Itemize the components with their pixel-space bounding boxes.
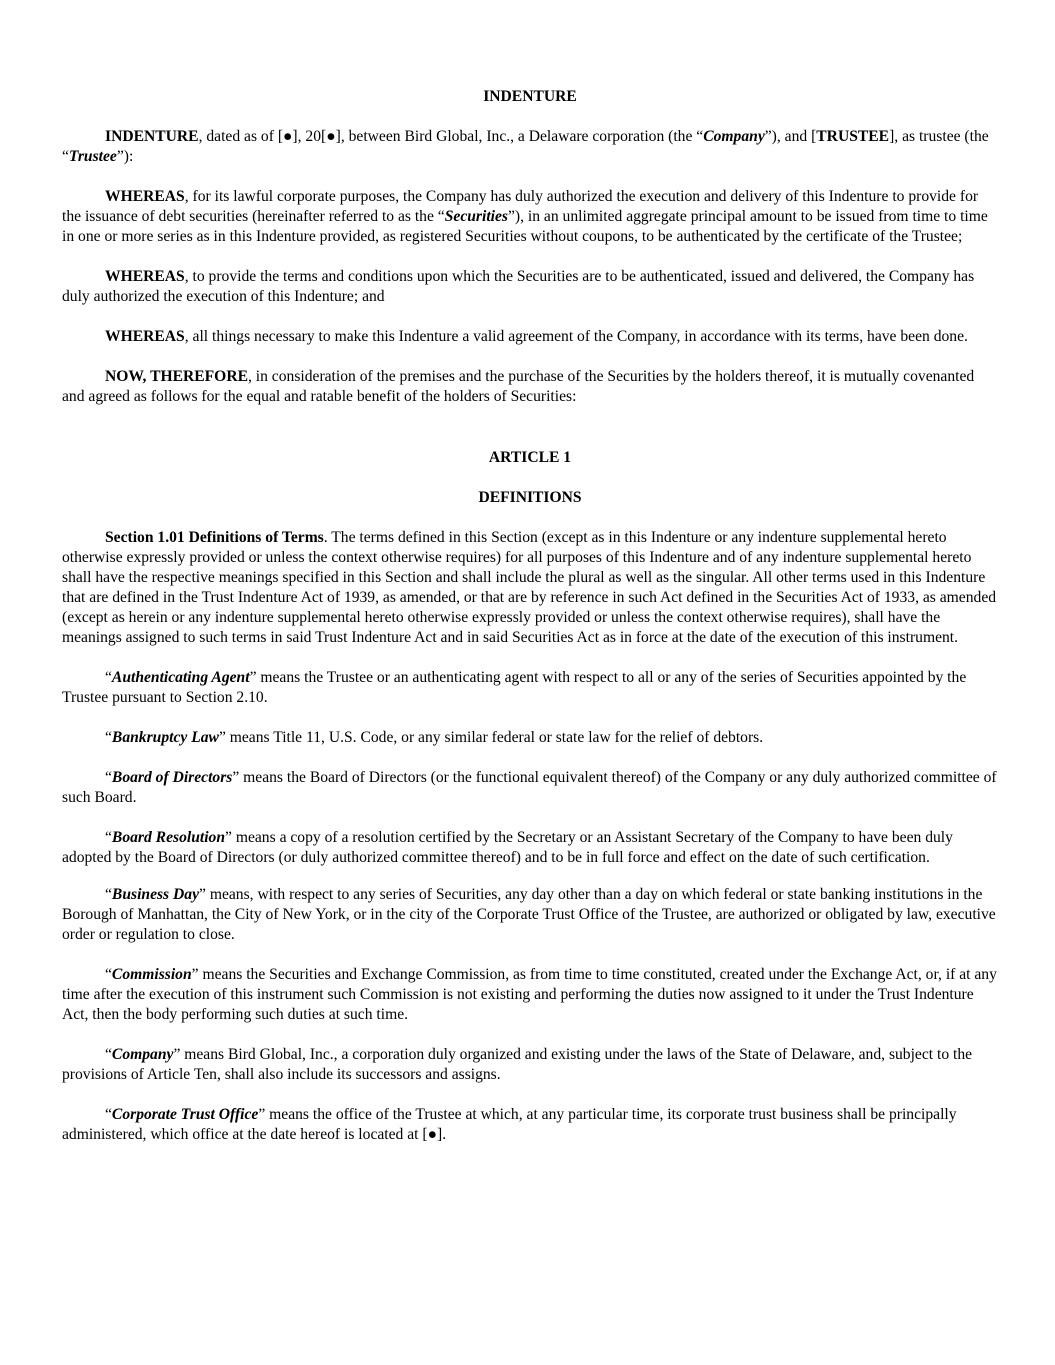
defined-term: Bankruptcy Law <box>111 729 219 746</box>
article-number: ARTICLE 1 <box>488 449 572 466</box>
whereas-paragraph-1: WHEREAS, for its lawful corporate purposes, the Company has duly authorized the execution and delivery of this Indenture to provide for the issuance of debt securities (hereinafter referred to as the “Securities”), in an unlimited aggregate principal amount to be issued from time to time in one or more series as in this Indenture provided, as registered Securities without coupons, to be authenticated by the certificate of the Trustee; <box>62 188 988 245</box>
definition-item: “Corporate Trust Office” means the office of the Trustee at which, at any particular time, its corporate trust business shall be principally administered, which office at the date hereof is located at [●]. <box>62 1106 957 1143</box>
defined-term-trustee: Trustee <box>68 148 117 165</box>
section-1-01-paragraph: Section 1.01 Definitions of Terms. The terms defined in this Section (except as in this Indenture or any indenture supplemental hereto otherwise expressly provided or unless the context otherwise requires) for all purposes of this Indenture and of any indenture supplemental hereto shall have the respective meanings specified in this Section and shall include the plural as well as the singular. All other terms used in this Indenture that are defined in the Trust Indenture Act of 1939, as amended, or that are by reference in such Act defined in the Securities Act of 1933, as amended (except as herein or any indenture supplemental hereto otherwise expressly provided or unless the context otherwise requires), shall have the meanings assigned to such terms in said Trust Indenture Act and in said Securities Act as in force at the date of the execution of this instrument. <box>62 529 997 646</box>
definition-item: “Business Day” means, with respect to any series of Securities, any day other than a day on which federal or state banking institutions in the Borough of Manhattan, the City of New York, or in the city of the Corporate Trust Office of the Trustee, are authorized or obligated by law, executive order or regulation to close. <box>62 886 996 943</box>
definitions-list <box>62 668 998 1145</box>
defined-term: Business Day <box>111 886 200 903</box>
definition-item: “Authenticating Agent” means the Trustee or an authenticating agent with respect to all or any of the series of Securities appointed by the Trustee pursuant to Section 2.10. <box>62 669 967 706</box>
defined-term: Authenticating Agent <box>111 669 250 686</box>
defined-term-company: Company <box>703 128 765 145</box>
document-title: INDENTURE <box>483 88 577 105</box>
defined-term: Board of Directors <box>111 769 233 786</box>
defined-term: Corporate Trust Office <box>111 1106 259 1123</box>
defined-term: Board Resolution <box>111 829 226 846</box>
whereas-paragraph-3: WHEREAS, all things necessary to make this Indenture a valid agreement of the Company, in accordance with its terms, have been done. <box>105 328 968 345</box>
now-therefore-paragraph: NOW, THEREFORE, in consideration of the premises and the purchase of the Securities by the holders thereof, it is mutually covenanted and agreed as follows for the equal and ratable benefit of the holders of Securities: <box>62 368 975 405</box>
definition-item: “Commission” means the Securities and Exchange Commission, as from time to time constituted, created under the Exchange Act, or, if at any time after the execution of this instrument such Commission is not existing and performing the duties now assigned to it under the Trust Indenture Act, then the body performing such duties at such time. <box>62 966 997 1023</box>
defined-term-securities: Securities <box>444 208 508 225</box>
section-heading: Section 1.01 Definitions of Terms <box>105 529 324 546</box>
definition-item: “Company” means Bird Global, Inc., a corporation duly organized and existing under the laws of the State of Delaware, and, subject to the provisions of Article Ten, shall also include its successors and assigns. <box>62 1046 973 1083</box>
article-title: DEFINITIONS <box>478 489 582 506</box>
trustee-placeholder: TRUSTEE <box>816 128 890 145</box>
definition-item: “Bankruptcy Law” means Title 11, U.S. Code, or any similar federal or state law for the relief of debtors. <box>105 729 764 746</box>
document-body <box>62 87 998 1145</box>
preamble-lead: INDENTURE <box>105 128 199 145</box>
defined-term: Commission <box>111 966 192 983</box>
definition-item: “Board of Directors” means the Board of Directors (or the functional equivalent thereof) of the Company or any duly authorized committee of such Board. <box>62 769 997 806</box>
defined-term: Company <box>111 1046 174 1063</box>
whereas-paragraph-2: WHEREAS, to provide the terms and conditions upon which the Securities are to be authenticated, issued and delivered, the Company has duly authorized the execution of this Indenture; and <box>62 268 975 305</box>
preamble-paragraph: INDENTURE, dated as of [●], 20[●], between Bird Global, Inc., a Delaware corporation (the “Company”), and [TRUSTEE], as trustee (the “Trustee”): <box>62 128 989 165</box>
definition-item: “Board Resolution” means a copy of a resolution certified by the Secretary or an Assistant Secretary of the Company to have been duly adopted by the Board of Directors (or duly authorized committee thereof) and to be in full force and effect on the date of such certification. <box>62 829 953 866</box>
